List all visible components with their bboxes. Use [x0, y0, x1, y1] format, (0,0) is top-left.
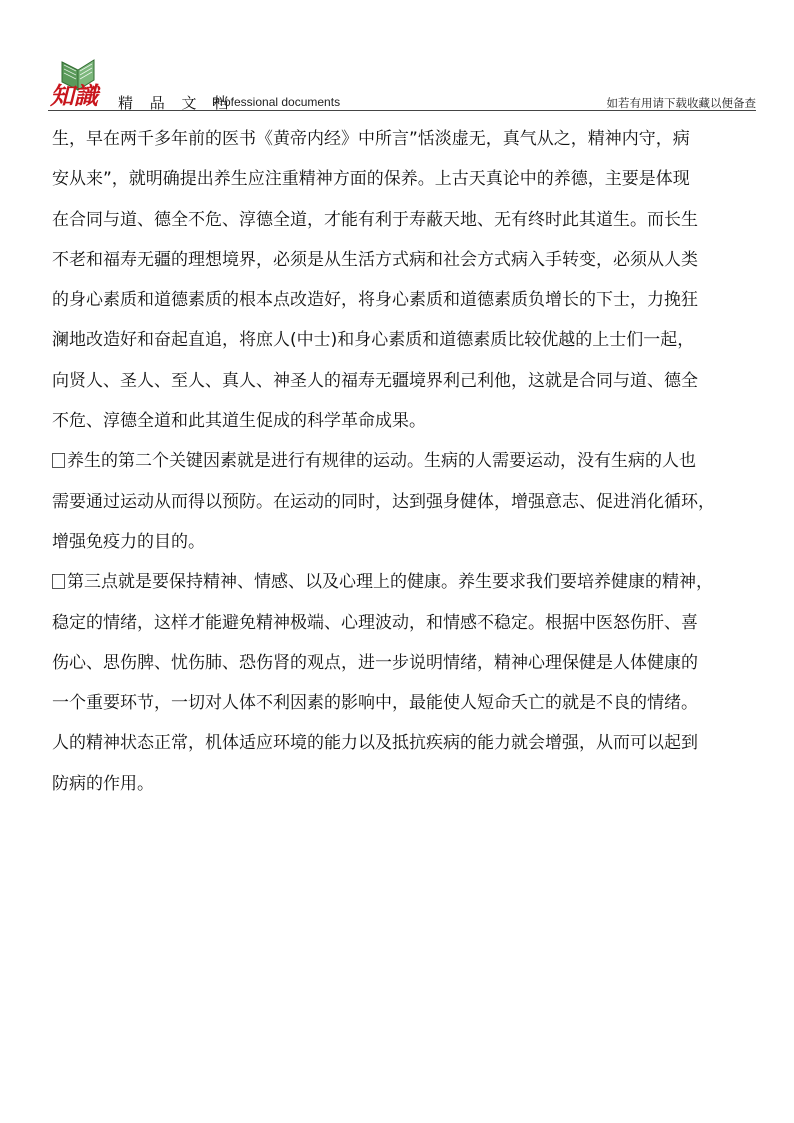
- document-body: [52, 119, 764, 804]
- text-line: [52, 441, 764, 481]
- text-line-content: 需要通过运动从而得以预防。在运动的同时，达到强身健体，增强意志、促进消化循环，: [52, 491, 715, 512]
- text-line-content: 稳定的情绪，这样才能避免精神极端、心理波动，和情感不稳定。根据中医怒伤肝、喜: [52, 612, 698, 633]
- text-line-content: 的身心素质和道德素质的根本点改造好，将身心素质和道德素质负增长的下士，力挽狂: [52, 290, 698, 311]
- text-line: [52, 361, 764, 401]
- text-line: [52, 603, 764, 643]
- text-line: [52, 643, 764, 683]
- text-line-content: 澜地改造好和奋起直追，将庶人(中士)和身心素质和道德素质比较优越的上士们一起，: [52, 330, 695, 351]
- text-line: [52, 683, 764, 723]
- text-line-content: 安从来”，就明确提出养生应注重精神方面的保养。上古天真论中的养德，主要是体现: [52, 169, 690, 190]
- brand-subtitle: Professional documents: [212, 95, 341, 109]
- text-line-content: 养生的第二个关键因素就是进行有规律的运动。生病的人需要运动，没有生病的人也: [67, 451, 696, 472]
- logo-book-icon: [48, 56, 104, 108]
- text-line-content: 增强免疫力的目的。: [52, 531, 205, 552]
- text-line-content: 一个重要环节，一切对人体不利因素的影响中，最能使人短命夭亡的就是不良的情绪。: [52, 693, 698, 714]
- text-line: [52, 240, 764, 280]
- text-line: [52, 401, 764, 441]
- header-divider: [48, 110, 756, 111]
- brand-title: 精 品 文 档: [118, 94, 235, 112]
- text-line-content: 防病的作用。: [52, 773, 154, 794]
- paragraph-marker-box: [52, 453, 65, 468]
- text-line-content: 不危、淳德全道和此其道生促成的科学革命成果。: [52, 411, 426, 432]
- text-line-content: 在合同与道、德全不危、淳德全道，才能有利于寿蔽天地、无有终时此其道生。而长生: [52, 209, 698, 230]
- text-line: [52, 159, 764, 199]
- page-header: [48, 56, 756, 112]
- text-line: [52, 522, 764, 562]
- text-line: [52, 119, 764, 159]
- text-line-content: 不老和福寿无疆的理想境界，必须是从生活方式病和社会方式病入手转变，必须从人类: [52, 249, 698, 270]
- text-line: [52, 200, 764, 240]
- paragraph-marker-box: [52, 574, 65, 589]
- text-line-content: 人的精神状态正常，机体适应环境的能力以及抵抗疾病的能力就会增强，从而可以起到: [52, 733, 698, 754]
- text-line-content: 第三点就是要保持精神、情感、以及心理上的健康。养生要求我们要培养健康的精神，: [67, 572, 713, 593]
- text-line: [52, 482, 764, 522]
- header-note: 如若有用请下载收藏以便备查: [606, 96, 756, 110]
- text-line: [52, 280, 764, 320]
- text-line: [52, 562, 764, 602]
- logo-text: 知識: [50, 81, 98, 108]
- text-line: [52, 320, 764, 360]
- text-line-content: 伤心、思伤脾、忧伤肺、恐伤肾的观点，进一步说明情绪，精神心理保健是人体健康的: [52, 652, 698, 673]
- text-line-content: 向贤人、圣人、至人、真人、神圣人的福寿无疆境界利己利他，这就是合同与道、德全: [52, 370, 698, 391]
- text-line-content: 生，早在两千多年前的医书《黄帝内经》中所言”恬淡虚无，真气从之，精神内守，病: [52, 129, 690, 149]
- text-line: [52, 764, 764, 804]
- text-line: [52, 723, 764, 763]
